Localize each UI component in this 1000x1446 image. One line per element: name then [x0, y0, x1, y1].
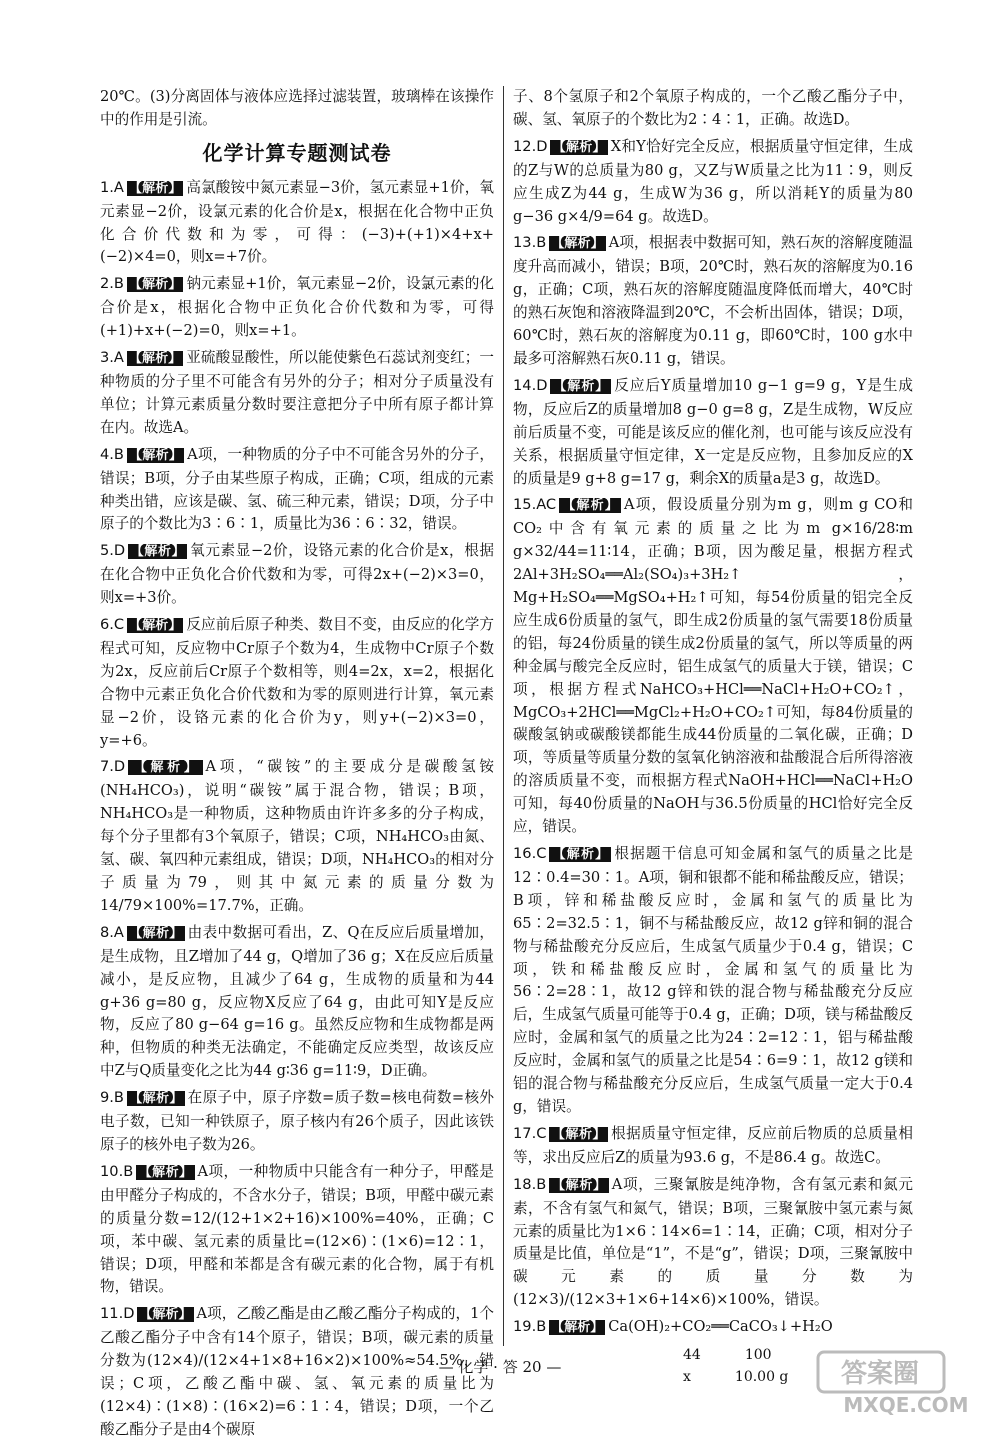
answer-text: 高氯酸铵中氮元素显−3价，氢元素显+1价，氧元素显−2价，设氯元素的化合价是x，根据在化合物中正负化合价代数和为零，可得：(−3)+(+1)×4+x+(−2)×4=0，则x=+7价。: [100, 178, 494, 266]
answer-text: A项，一种物质中只能含有一种分子，甲醛是由甲醛分子构成的，不含水分子，错误；B项，甲醛中碳元素的质量分数=12/(12+1×2+16)×100%=40%，正确；C项，苯中碳、氢元素的质量比=(12×6)∶(1×6)=12∶1，错误；D项，甲醛和苯都是含有碳元素的化合物，属于有机物，错误。: [100, 1162, 494, 1296]
answer-number: 15.AC: [513, 496, 557, 514]
answer-number: 2.B: [100, 275, 124, 293]
answer-item: [100, 756, 494, 917]
answer-number: 8.A: [100, 923, 124, 941]
watermark-line2: MXQE.COM: [843, 1393, 969, 1416]
calc-value: x: [683, 1369, 691, 1386]
answer-text: A项，一种物质的分子中不可能含另外的分子，错误；B项，分子由某些原子构成，正确；C项，组成的元素种类出错，应该是碳、氢、硫三种元素，错误；D项，分子中原子的个数比为3∶6∶1，质量比为36∶6∶32，错误。: [100, 445, 494, 533]
answer-text: A项，乙酸乙酯是由乙酸乙酯分子构成的，1个乙酸乙酯分子中含有14个原子，错误；B项，碳元素的质量分数为(12×4)/(12×4+1×8+16×2)×100%≈54.5%，错误；C项，乙酸乙酯中碳、氢、氧元素的质量比为(12×4)∶(1×8)∶(16×2)=6∶1∶4，错误；D项，一个乙酸乙酯分子是由4个碳原: [100, 1305, 494, 1438]
analysis-tag: 【解析】: [128, 351, 182, 367]
answer-text: A项，根据表中数据可知，熟石灰的溶解度随温度升高而减小，错误；B项，20℃时，熟石灰的溶解度为0.16 g，正确；C项，熟石灰的溶解度随温度降低而增大，40℃时的熟石灰饱和溶液降温到20℃，不会析出固体，错误；D项，60℃时，熟石灰的溶解度为0.11 g，即60℃时，100 g水中最多可溶解熟石灰0.11 g，错误。: [513, 234, 913, 367]
analysis-tag: 【解析】: [551, 847, 610, 862]
analysis-tag: 【解析】: [139, 1307, 192, 1323]
answer-text: 钠元素显+1价，氧元素显−2价，设氯元素的化合价是x，根据化合物中正负化合价代数和为零，可得(+1)+x+(−2)=0，则x=+1。: [100, 275, 494, 340]
answer-item: [100, 273, 494, 343]
answer-number: 7.D: [100, 758, 126, 776]
answer-number: 3.A: [100, 349, 124, 367]
answer-number: 16.C: [513, 845, 547, 862]
watermark-logo: [816, 1346, 986, 1416]
answer-text: 反应后Y质量增加10 g−1 g=9 g，Y是生成物，反应后Z的质量增加8 g−0 g=8 g，Z是生成物，W反应前后质量不变，可能是该反应的催化剂，也可能与该反应没有关系，根据质量守恒定律，X一定是反应物，且参加反应的X的质量是9 g+8 g=17 g，剩余X的质量a是3 g，故选D。: [513, 376, 913, 487]
calc-value: 10.00 g: [734, 1369, 789, 1386]
answer-item: [100, 347, 494, 440]
continued-answer: 子、8个氢原子和2个氧原子构成的，一个乙酸乙酯分子中，碳、氢、氧原子的个数比为2∶4∶1，正确。故选D。: [513, 88, 913, 128]
answer-text: A项，“碳铵”的主要成分是碳酸氢铵(NH₄HCO₃)，说明“碳铵”属于混合物，错误；B项，NH₄HCO₃是一种物质，这种物质由许许多多的分子构成，每个分子里都有3个氧原子，错误；C项，NH₄HCO₃由氮、氢、碳、氧四种元素组成，错误；D项，NH₄HCO₃的相对分子质量为79，则其中氮元素的质量分数为14/79×100%=17.7%，正确。: [100, 758, 494, 914]
answer-text: 在原子中，原子序数=质子数=核电荷数=核外电子数，已知一种铁原子，原子核内有26个质子，因此该铁原子的核外电子数为26。: [100, 1089, 494, 1153]
calc-value: 100: [744, 1347, 772, 1364]
answer-text: A项，假设质量分别为m g，则m g CO和CO₂中含有氧元素的质量之比为m g×16/28∶m g×32/44=11∶14，正确；B项，因为酸足量，根据方程式2Al+3H₂SO₄══Al₂(SO₄)₃+3H₂↑，Mg+H₂SO₄══MgSO₄+H₂↑可知，每54份质量的铝完全反应生成6份质量的氢气，即生成2份质量的氢气需要18份质量的铝，每24份质量的镁生成2份质量的氢气，所以等质量的两种金属与酸完全反应时，铝生成氢气的质量大于镁，错误；C项，根据方程式NaHCO₃+HCl══NaCl+H₂O+CO₂↑，MgCO₃+2HCl══MgCl₂+H₂O+CO₂↑可知，每84份质量的碳酸氢钠或碳酸镁都能生成44份质量的二氧化碳，正确；D项，等质量等质量分数的氢氧化钠溶液和盐酸混合后所得溶液的溶质质量不变，而根据方程式NaOH+HCl══NaCl+H₂O可知，每40份质量的NaOH与36.5份质量的HCl恰好完全反应，错误。: [513, 496, 913, 836]
watermark-line1: 答案圈: [840, 1359, 920, 1389]
answer-number: 10.B: [100, 1162, 134, 1180]
section-title: 化学计算专题测试卷: [202, 140, 392, 165]
analysis-tag: 【解析】: [130, 544, 186, 560]
analysis-tag: 【解析】: [551, 236, 604, 252]
analysis-tag: 【解析】: [551, 1320, 604, 1336]
answer-item: [513, 375, 913, 491]
answer-number: 5.D: [100, 542, 126, 560]
analysis-tag: 【解析】: [128, 1091, 183, 1107]
answer-number: 11.D: [100, 1305, 135, 1323]
column-divider: [503, 86, 504, 1346]
answer-item: [100, 614, 494, 752]
analysis-tag: 【解析】: [552, 139, 606, 155]
answer-item: [513, 1316, 913, 1340]
analysis-tag: 【解析】: [561, 498, 619, 514]
answer-number: 17.C: [513, 1124, 547, 1142]
answer-item: [100, 444, 494, 537]
left-column: [100, 86, 494, 1446]
answer-text: 由表中数据可看出，Z、Q在反应后质量增加，是生成物，且Z增加了44 g，Q增加了36 g；X在反应后质量减小，是反应物，且减少了64 g，生成物的质量和为44 g+36 g=80 g，反应物X反应了64 g，由此可知Y是反应物，反应了80 g−64 g=16 g。虽然反应物和生成物都是两种，但物质的种类无法确定，不能确定反应类型，故该反应中Z与Q质量变化之比为44 g∶36 g=11∶9，D正确。: [100, 923, 494, 1080]
answer-text: 根据题干信息可知金属和氢气的质量之比是12∶0.4=30∶1。A项，铜和银都不能和稀盐酸反应，错误；B项，锌和稀盐酸反应时，金属和氢气的质量比为65∶2=32.5∶1，铜不与稀盐酸反应，故12 g锌和铜的混合物与稀盐酸充分反应后，生成氢气质量少于0.4 g，错误；C项，铁和稀盐酸反应时，金属和氢气的质量比为56∶2=28∶1，故12 g锌和铁的混合物与稀盐酸充分反应后，生成氢气质量可能等于0.4 g，正确；D项，镁与稀盐酸反应时，金属和氢气的质量之比为24∶2=12∶1，铝与稀盐酸反应时，金属和氢气的质量之比是54∶6=9∶1，故12 g镁和铝的混合物与稀盐酸充分反应后，生成氢气质量一定大于0.4 g，错误。: [513, 845, 913, 1115]
answer-number: 14.D: [513, 376, 548, 394]
intro-paragraph: 20℃。(3)分离固体与液体应选择过滤装置，玻璃棒在该操作中的作用是引流。: [100, 88, 494, 128]
answer-number: 1.A: [100, 178, 124, 196]
analysis-tag: 【解析】: [130, 760, 201, 776]
answer-text: Ca(OH)₂+CO₂══CaCO₃↓+H₂O: [608, 1318, 833, 1336]
answer-text: 反应前后原子种类、数目不变，由反应的化学方程式可知，反应物中Cr原子个数为4，生成物中Cr原子个数为2x，反应前后Cr原子个数相等，则4=2x，x=2，根据化合物中元素正负化合价代数和为零的原则进行计算，氧元素显−2价，设铬元素的化合价为y，则y+(−2)×3=0，y=+6。: [100, 616, 494, 749]
answer-number: 4.B: [100, 445, 124, 463]
answer-number: 6.C: [100, 616, 125, 634]
analysis-tag: 【解析】: [138, 1164, 193, 1180]
answer-item: [513, 1123, 913, 1170]
answer-number: 19.B: [513, 1318, 547, 1336]
calc-value: 44: [683, 1347, 701, 1364]
analysis-tag: 【解析】: [129, 618, 182, 634]
analysis-tag: 【解析】: [128, 447, 183, 463]
answer-item: [513, 232, 913, 370]
right-answer-list: [513, 136, 913, 1340]
answer-item: [513, 843, 913, 1119]
left-answer-list: [100, 177, 494, 1442]
answer-item: [100, 1087, 494, 1157]
answer-text: 根据质量守恒定律，反应前后物质的总质量相等，求出反应后Z的质量为93.6 g，不是86.4 g。故选C。: [513, 1124, 913, 1166]
answer-text: X和Y恰好完全反应，根据质量守恒定律，生成的Z与W的总质量为80 g，又Z与W质量之比为11∶9，则反应生成Z为44 g，生成W为36 g，所以消耗Y的质量为80 g−36 g×4/9=64 g。故选D。: [513, 137, 913, 225]
analysis-tag: 【解析】: [551, 1126, 607, 1142]
answer-number: 12.D: [513, 137, 548, 155]
answer-number: 13.B: [513, 234, 547, 252]
answer-item: [100, 922, 494, 1083]
answer-item: [513, 136, 913, 229]
answer-text: 亚硫酸显酸性，所以能使紫色石蕊试剂变红；一种物质的分子里不可能含有另外的分子；相对分子质量没有单位；计算元素质量分数时要注意把分子中所有原子都计算在内。故选A。: [100, 349, 494, 436]
analysis-tag: 【解析】: [128, 925, 183, 941]
analysis-tag: 【解析】: [551, 1177, 607, 1193]
analysis-tag: 【解析】: [552, 378, 610, 394]
answer-text: 氧元素显−2价，设铬元素的化合价是x，根据在化合物中正负化合价代数和为零，可得2x+(−2)×3=0，则x=+3价。: [100, 542, 494, 607]
analysis-tag: 【解析】: [128, 180, 182, 196]
answer-item: [100, 177, 494, 270]
answer-item: [513, 494, 913, 839]
answer-item: [100, 540, 494, 610]
analysis-tag: 【解析】: [128, 277, 182, 293]
answer-item: [513, 1174, 913, 1312]
right-column: [513, 86, 913, 1388]
answer-number: 9.B: [100, 1089, 124, 1107]
page-footer: — 化学 · 答 20 —: [438, 1358, 562, 1376]
answer-item: [100, 1161, 494, 1299]
answer-number: 18.B: [513, 1175, 547, 1193]
answer-text: A项，三聚氰胺是纯净物，含有氢元素和氮元素，不含有氢气和氮气，错误；B项，三聚氰胺中氢元素与氮元素的质量比为1×6∶14×6=1∶14，正确；C项，相对分子质量是比值，单位是“1”，不是“g”，错误；D项，三聚氰胺中碳元素的质量分数为(12×3)/(12×3+1×6+14×6)×100%，错误。: [513, 1175, 913, 1309]
